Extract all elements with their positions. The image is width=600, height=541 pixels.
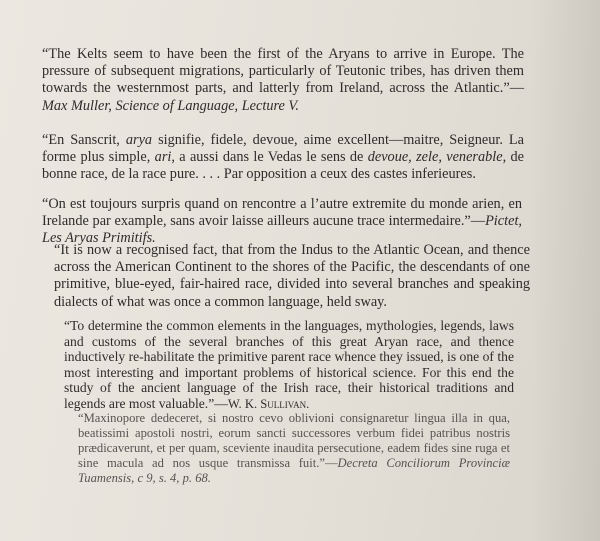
quote-latin [78, 411, 510, 486]
quote-source: W. K. Sullivan. [227, 396, 310, 411]
quote-sanscrit [42, 132, 524, 184]
quote-text: , a aussi dans le Vedas le sens de [171, 149, 368, 166]
quote-max-muller [42, 46, 524, 115]
quote-source: Pictet, Les Aryas Primitifs. [42, 213, 522, 247]
quote-term: ari [154, 149, 172, 166]
quote-text: “To determine the common elements in the languages, mythologies, legends, laws and customs of the several branches of this great Aryan race, and thence inductively re-habilitate the primitive parent race whence they issued, is one of the most interesting and important problems of historical science. For this end the study of the ancient language of the Irish race, their historical traditions and legends are most valuable.”— [64, 318, 514, 411]
quote-text: signifie, fidele, devoue, aime excellent—maitre, Seigneur. La forme plus simple, [42, 132, 524, 166]
quote-term: devoue, zele, venerable [367, 149, 503, 166]
quote-text: “Maxinopore dedeceret, si nostro cevo oblivioni consignaretur lingua illa in qua, beatissimi apostoli nostri, eorum sancti successores verbum fidei patribus nostris prædicaverunt, et per quam, sceviente inaudita persecutione, eadem fides sine ruga et sine macula ad nos usque transmissa fuit.”— [78, 411, 510, 470]
quote-source: Decreta Conciliorum Provinciæ Tuamensis, c 9, s. 4, p. 68. [78, 455, 510, 485]
quote-text: “It is now a recognised fact, that from the Indus to the Atlantic Ocean, and thence across the American Continent to the shores of the Pacific, the descendants of one primitive, blue-eyed, fair-haired race, divided into several branches and speaking dialects of what was once a common language, held sway. [54, 242, 530, 310]
quote-text: “The Kelts seem to have been the first of the Aryans to arrive in Europe. The pressure of subsequent migrations, particularly of Teutonic tribes, has driven them towards the westernmost parts, and latterly from Ireland, across the Atlantic.”— [42, 46, 524, 97]
page-shadow [530, 0, 600, 541]
quote-indus [54, 242, 530, 311]
quote-sullivan [64, 318, 514, 413]
quote-term: arya [125, 132, 153, 148]
quote-text: “En Sanscrit, [42, 132, 126, 148]
quote-source: Max Muller, Science of Language, Lecture V. [42, 97, 299, 114]
quote-text: “On est toujours surpris quand on rencontre a l’autre extremite du monde arien, en Irelande par example, sans avoir laisse ailleurs aucune trace intermedaire.”— [42, 196, 522, 230]
quote-pictet [42, 196, 522, 248]
quote-text: , de bonne race, de la race pure. . . . Par opposition a ceux des castes inferieures. [42, 149, 524, 183]
